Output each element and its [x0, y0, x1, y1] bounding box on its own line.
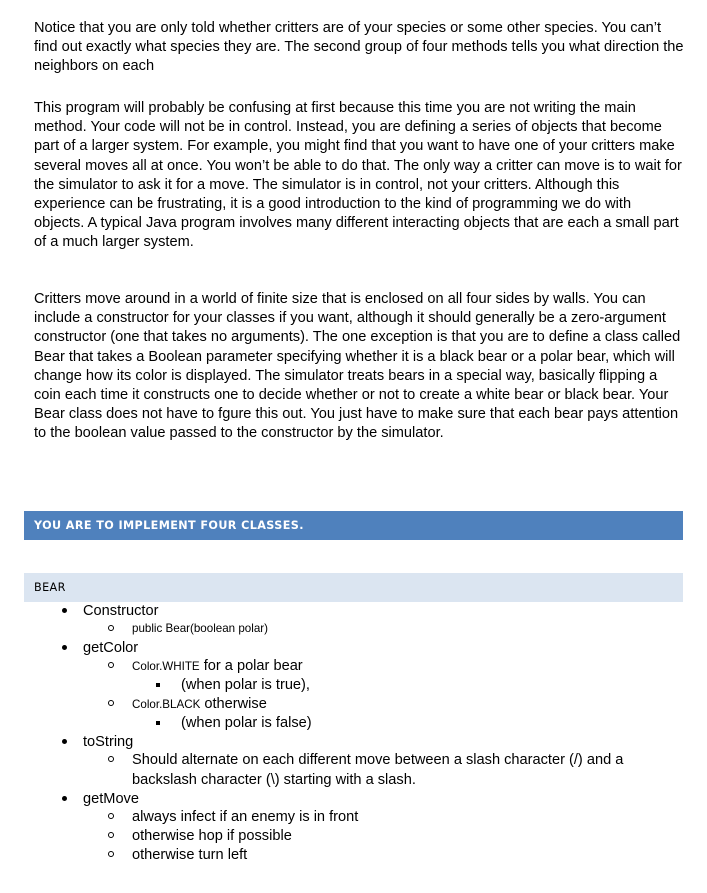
circle-bullet-icon	[108, 851, 114, 857]
list-item	[132, 676, 707, 695]
section-heading: YOU ARE TO IMPLEMENT FOUR CLASSES.	[24, 511, 683, 540]
list-item	[83, 620, 707, 639]
getmove-sublist	[83, 808, 707, 866]
method-label-constructor: Constructor	[83, 603, 159, 619]
paragraph-species-notice: Notice that you are only told whether critters are of your species or some other species. You can’t find out exactly what species they are. The second group of four methods tells you what direction the neighbors on each	[34, 20, 684, 75]
circle-bullet-icon	[108, 662, 114, 668]
square-bullet-icon	[156, 683, 160, 687]
bullet-icon	[62, 645, 67, 650]
circle-bullet-icon	[108, 700, 114, 706]
method-label-getcolor: getColor	[83, 639, 139, 656]
bear-method-list	[0, 602, 707, 865]
bullet-icon	[62, 739, 67, 744]
color-white-text: for a polar bear	[199, 657, 303, 674]
getmove-rule-2: otherwise hop if possible	[132, 827, 292, 844]
color-black-line	[132, 695, 707, 714]
list-item	[83, 657, 707, 695]
white-note-list	[132, 676, 707, 695]
list-item	[132, 714, 707, 733]
color-white-line	[132, 657, 707, 676]
list-item	[83, 827, 707, 846]
bullet-icon	[62, 608, 67, 613]
list-item-tostring	[0, 733, 707, 789]
getcolor-sublist	[83, 657, 707, 734]
white-note: (when polar is true),	[181, 676, 310, 693]
list-item	[83, 695, 707, 733]
black-note: (when polar is false)	[181, 715, 312, 732]
paragraph-program-confusing: This program will probably be confusing at first because this time you are not writing the main method. Your code will not be in control. Instead, you are defining a series of objects that become part of a larger system. For example, you might find that you want to have one of your critters make several moves all at once. You won’t be able to do that. The only way a critter can move is to wait for the simulator to ask it for a move. The simulator is in control, not your critters. Although this experience can be frustrating, it is a good introduction to the kind of programming we do with objects. A typical Java program involves many different interacting objects that are each a small part of a much larger system.	[34, 100, 682, 251]
list-item-getmove	[0, 790, 707, 866]
list-item	[83, 846, 707, 865]
square-bullet-icon	[156, 721, 160, 725]
color-black-code: Color.BLACK	[132, 697, 201, 711]
tostring-description: Should alternate on each different move between a slash character (/) and a backslash character (\) starting with a slash.	[132, 752, 624, 788]
circle-bullet-icon	[108, 756, 114, 762]
circle-bullet-icon	[108, 832, 114, 838]
circle-bullet-icon	[108, 813, 114, 819]
color-black-text: otherwise	[200, 695, 267, 712]
list-item	[83, 751, 707, 789]
color-white-code: Color.WHITE	[132, 659, 200, 673]
constructor-sublist	[83, 620, 707, 639]
tostring-sublist	[83, 751, 707, 789]
circle-bullet-icon	[108, 625, 114, 631]
getmove-rule-3: otherwise turn left	[132, 847, 248, 864]
bullet-icon	[62, 796, 67, 801]
method-label-getmove: getMove	[83, 790, 139, 807]
method-label-tostring: toString	[83, 734, 134, 751]
black-note-list	[132, 714, 707, 733]
subsection-heading-bear: BEAR	[24, 573, 683, 602]
list-item-constructor	[0, 602, 707, 639]
constructor-signature: public Bear(boolean polar)	[132, 622, 268, 635]
list-item	[83, 808, 707, 827]
list-item-getcolor	[0, 639, 707, 734]
paragraph-critters-move: Critters move around in a world of finite size that is enclosed on all four sides by walls. You can include a constructor for your classes if you want, although it should generally be a zero-argument constructor (one that takes no arguments). The one exception is that you are to define a class called Bear that takes a Boolean parameter specifying whether it is a black bear or a polar bear, which will change how its color is displayed. The simulator treats bears in a special way, basically flipping a coin each time it constructs one to decide whether or not to create a white bear or black bear. Your Bear class does not have to fgure this out. You just have to make sure that each bear pays attention to the boolean value passed to the constructor by the simulator.	[34, 291, 681, 442]
getmove-rule-1: always infect if an enemy is in front	[132, 808, 359, 825]
